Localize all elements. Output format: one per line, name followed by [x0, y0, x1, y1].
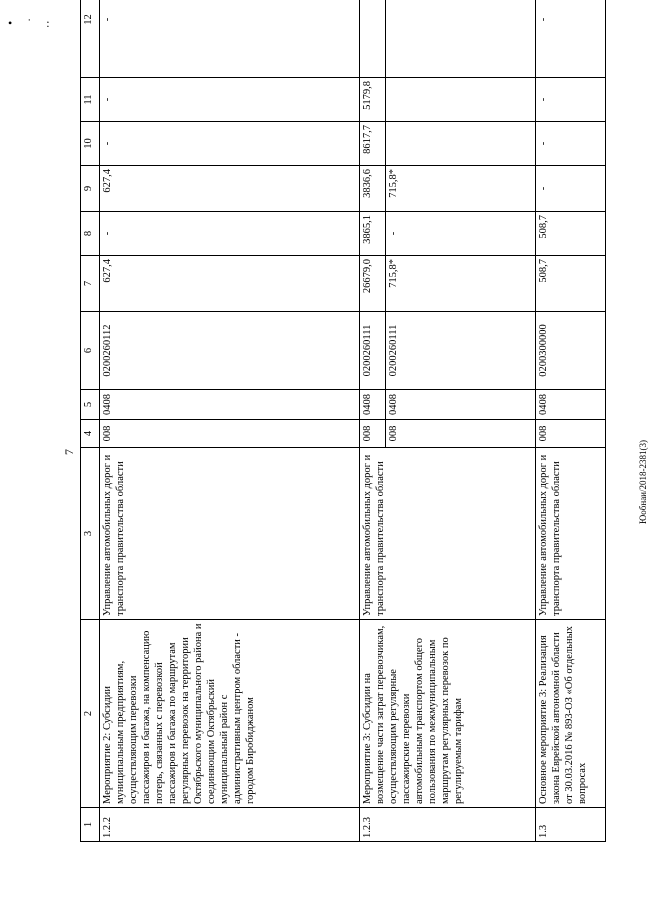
row-number: 1.2.2	[100, 808, 360, 842]
section-code: 0408	[386, 390, 536, 420]
value-col12: -	[536, 0, 606, 78]
col-header-6: 6	[81, 312, 100, 390]
value-col11	[386, 78, 536, 122]
value-col11: -	[536, 78, 606, 122]
col-header-10: 10	[81, 122, 100, 166]
col-header-11: 11	[81, 78, 100, 122]
value-col8: 3865,1	[360, 212, 386, 256]
value-col8: -	[386, 212, 536, 256]
col-header-9: 9	[81, 166, 100, 212]
header-row	[81, 0, 100, 842]
value-col7: 26679,0	[360, 256, 386, 312]
col-header-1: 1	[81, 808, 100, 842]
col-header-5: 5	[81, 390, 100, 420]
section-code: 0408	[536, 390, 606, 420]
col-header-2: 2	[81, 620, 100, 808]
value-col10: -	[536, 122, 606, 166]
value-col10	[386, 122, 536, 166]
col-header-8: 8	[81, 212, 100, 256]
row-number: 1.3	[536, 808, 606, 842]
value-col7: 508,7	[536, 256, 606, 312]
executor: Управление автомобильных дорог и транспорта правительства области	[100, 448, 360, 620]
grbs-code: 008	[100, 420, 360, 448]
col-header-3: 3	[81, 448, 100, 620]
target-article-code: 0200260111	[360, 312, 386, 390]
executor: Управление автомобильных дорог и транспорта правительства области	[536, 448, 606, 620]
value-col12	[360, 0, 386, 78]
value-col11: 5179,8	[360, 78, 386, 122]
value-col9: -	[536, 166, 606, 212]
value-col8: -	[100, 212, 360, 256]
value-col10: -	[100, 122, 360, 166]
corner-marks: • ˙ :	[8, 16, 56, 30]
measure-name: Мероприятие 3: Субсидии на возмещение части затрат перевозчикам, осуществляющим регулярные пассажирские перевозки автомобильным транспортом общего пользования по межмуниципальным маршрутам регулярных перевозок по регулируемым тарифам	[360, 620, 536, 808]
table-row	[100, 0, 360, 842]
value-col9: 3836,6	[360, 166, 386, 212]
target-article-code: 0200260111	[386, 312, 536, 390]
value-col8: 508,7	[536, 212, 606, 256]
value-col12	[386, 0, 536, 78]
section-code: 0408	[100, 390, 360, 420]
value-col7: 715,8*	[386, 256, 536, 312]
target-article-code: 0200260112	[100, 312, 360, 390]
value-col12: -	[100, 0, 360, 78]
section-code: 0408	[360, 390, 386, 420]
value-col7: 627,4	[100, 256, 360, 312]
page-number: 7	[62, 449, 76, 455]
target-article-code: 0200300000	[536, 312, 606, 390]
table-row	[536, 0, 606, 842]
col-header-12: 12	[81, 0, 100, 78]
value-col11: -	[100, 78, 360, 122]
grbs-code: 008	[386, 420, 536, 448]
grbs-code: 008	[536, 420, 606, 448]
value-col9: 715,8*	[386, 166, 536, 212]
col-header-7: 7	[81, 256, 100, 312]
col-header-4: 4	[81, 420, 100, 448]
value-col10: 8617,7	[360, 122, 386, 166]
grbs-code: 008	[360, 420, 386, 448]
measure-name: Мероприятие 2: Субсидии муниципальным предприятиям, осуществляющим перевозки пассажиров и багажа, на компенсацию потерь, связанных с перевозкой пассажиров и багажа по маршрутам регулярных перевозок на территории Октябрьского муниципального района и соединяющим Октябрьский муниципальный район с административным центром области - городом Биробиджаном	[100, 620, 360, 808]
program-table	[80, 0, 606, 842]
document-code: Юобнаи/2018-2381(3)	[638, 440, 648, 524]
rotated-page	[62, 14, 610, 842]
value-col9: 627,4	[100, 166, 360, 212]
measure-name: Основное мероприятие 3: Реализация закона Еврейской автономной области от 30.03.2016 № 893-ОЗ «Об отдельных вопросах	[536, 620, 606, 808]
table-row	[360, 0, 386, 842]
row-number: 1.2.3	[360, 808, 536, 842]
executor: Управление автомобильных дорог и транспорта правительства области	[360, 448, 536, 620]
